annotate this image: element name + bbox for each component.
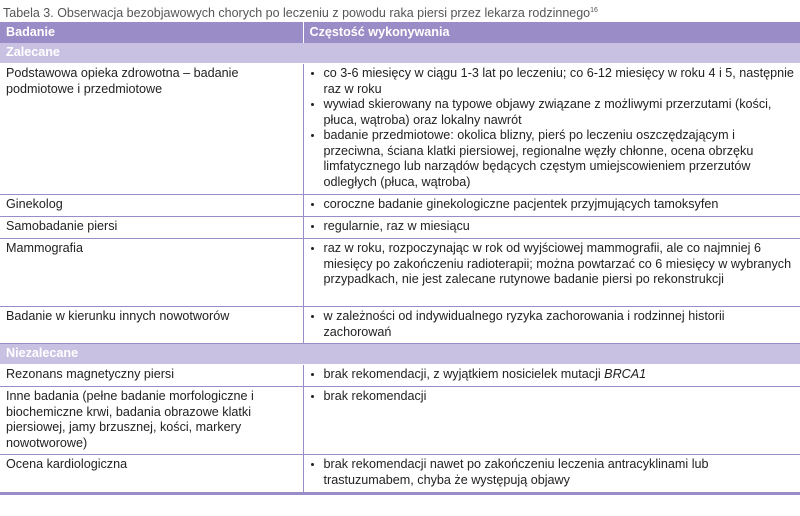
section-label: Niezalecane <box>0 344 800 365</box>
frequency-list <box>310 309 795 340</box>
table-row <box>0 387 800 455</box>
test-cell: Badanie w kierunku innych nowotworów <box>0 307 303 344</box>
list-item: • brak rekomendacji <box>324 389 795 405</box>
frequency-list <box>310 389 795 405</box>
list-item <box>324 367 795 383</box>
frequency-list <box>310 457 795 488</box>
gene-name: BRCA1 <box>604 367 647 381</box>
item-text: brak rekomendacji, z wyjątkiem nosicielek mutacji <box>323 367 605 381</box>
frequency-list <box>310 66 795 190</box>
list-item: • w zależności od indywidualnego ryzyka zachorowania i rodzinnej historii zachorowań <box>324 309 795 340</box>
list-item: • badanie przedmiotowe: okolica blizny, pierś po leczeniu oszczędzającym i przeciwna, ściana klatki piersiowej, regionalne węzły chłonne, ocena obrzęku limfatycznego lub narządów będących częstym umiejscowieniem przerzutów odległych (płuca, wątroba) <box>324 128 795 190</box>
frequency-cell <box>303 387 800 455</box>
section-label: Zalecane <box>0 43 800 64</box>
follow-up-table <box>0 22 800 492</box>
test-cell: Ocena kardiologiczna <box>0 455 303 492</box>
frequency-list <box>310 219 795 235</box>
test-cell: Ginekolog <box>0 195 303 217</box>
table-row <box>0 307 800 344</box>
test-cell: Samobadanie piersi <box>0 217 303 239</box>
section-row-recommended <box>0 43 800 64</box>
table-row <box>0 239 800 307</box>
frequency-cell <box>303 455 800 492</box>
test-cell: Rezonans magnetyczny piersi <box>0 365 303 387</box>
table-row <box>0 217 800 239</box>
table-row <box>0 365 800 387</box>
list-item: • co 3-6 miesięcy w ciągu 1-3 lat po leczeniu; co 6-12 miesięcy w roku 4 i 5, następnie raz w roku <box>324 66 795 97</box>
frequency-cell <box>303 307 800 344</box>
header-badanie: Badanie <box>0 22 303 43</box>
table-row <box>0 195 800 217</box>
list-item: • raz w roku, rozpoczynając w rok od wyjściowej mammografii, ale co najmniej 6 miesięcy po zakończeniu radioterapii; można powtarzać co 6 miesięcy w wybranych przypadkach, nie jest zalecane rutynowe badanie piersi po rekonstrukcji <box>324 241 795 288</box>
list-item: • coroczne badanie ginekologiczne pacjentek przyjmujących tamoksyfen <box>324 197 795 213</box>
header-czestosc: Częstość wykonywania <box>303 22 800 43</box>
table-row <box>0 64 800 195</box>
table-row <box>0 455 800 492</box>
frequency-cell <box>303 239 800 307</box>
frequency-cell <box>303 64 800 195</box>
test-cell: Inne badania (pełne badanie morfologiczne i biochemiczne krwi, badania obrazowe klatki piersiowej, jamy brzusznej, kości, markery nowotworowe) <box>0 387 303 455</box>
table-bottom-border <box>0 492 800 495</box>
frequency-list <box>310 367 795 383</box>
frequency-cell <box>303 217 800 239</box>
table-caption <box>0 0 800 22</box>
list-item: • regularnie, raz w miesiącu <box>324 219 795 235</box>
frequency-cell <box>303 365 800 387</box>
test-cell: Mammografia <box>0 239 303 307</box>
frequency-list <box>310 197 795 213</box>
list-item: • brak rekomendacji nawet po zakończeniu leczenia antracyklinami lub trastuzumabem, chyba że występują objawy <box>324 457 795 488</box>
list-item: • wywiad skierowany na typowe objawy związane z możliwymi przerzutami (kości, płuca, wątroba) oraz lokalny nawrót <box>324 97 795 128</box>
header-row <box>0 22 800 43</box>
section-row-not-recommended <box>0 344 800 365</box>
frequency-cell <box>303 195 800 217</box>
frequency-list <box>310 241 795 288</box>
caption-text: Tabela 3. Obserwacja bezobjawowych chorych po leczeniu z powodu raka piersi przez lekarza rodzinnego <box>3 6 591 21</box>
test-cell: Podstawowa opieka zdrowotna – badanie podmiotowe i przedmiotowe <box>0 64 303 195</box>
caption-reference: 16 <box>590 7 598 14</box>
